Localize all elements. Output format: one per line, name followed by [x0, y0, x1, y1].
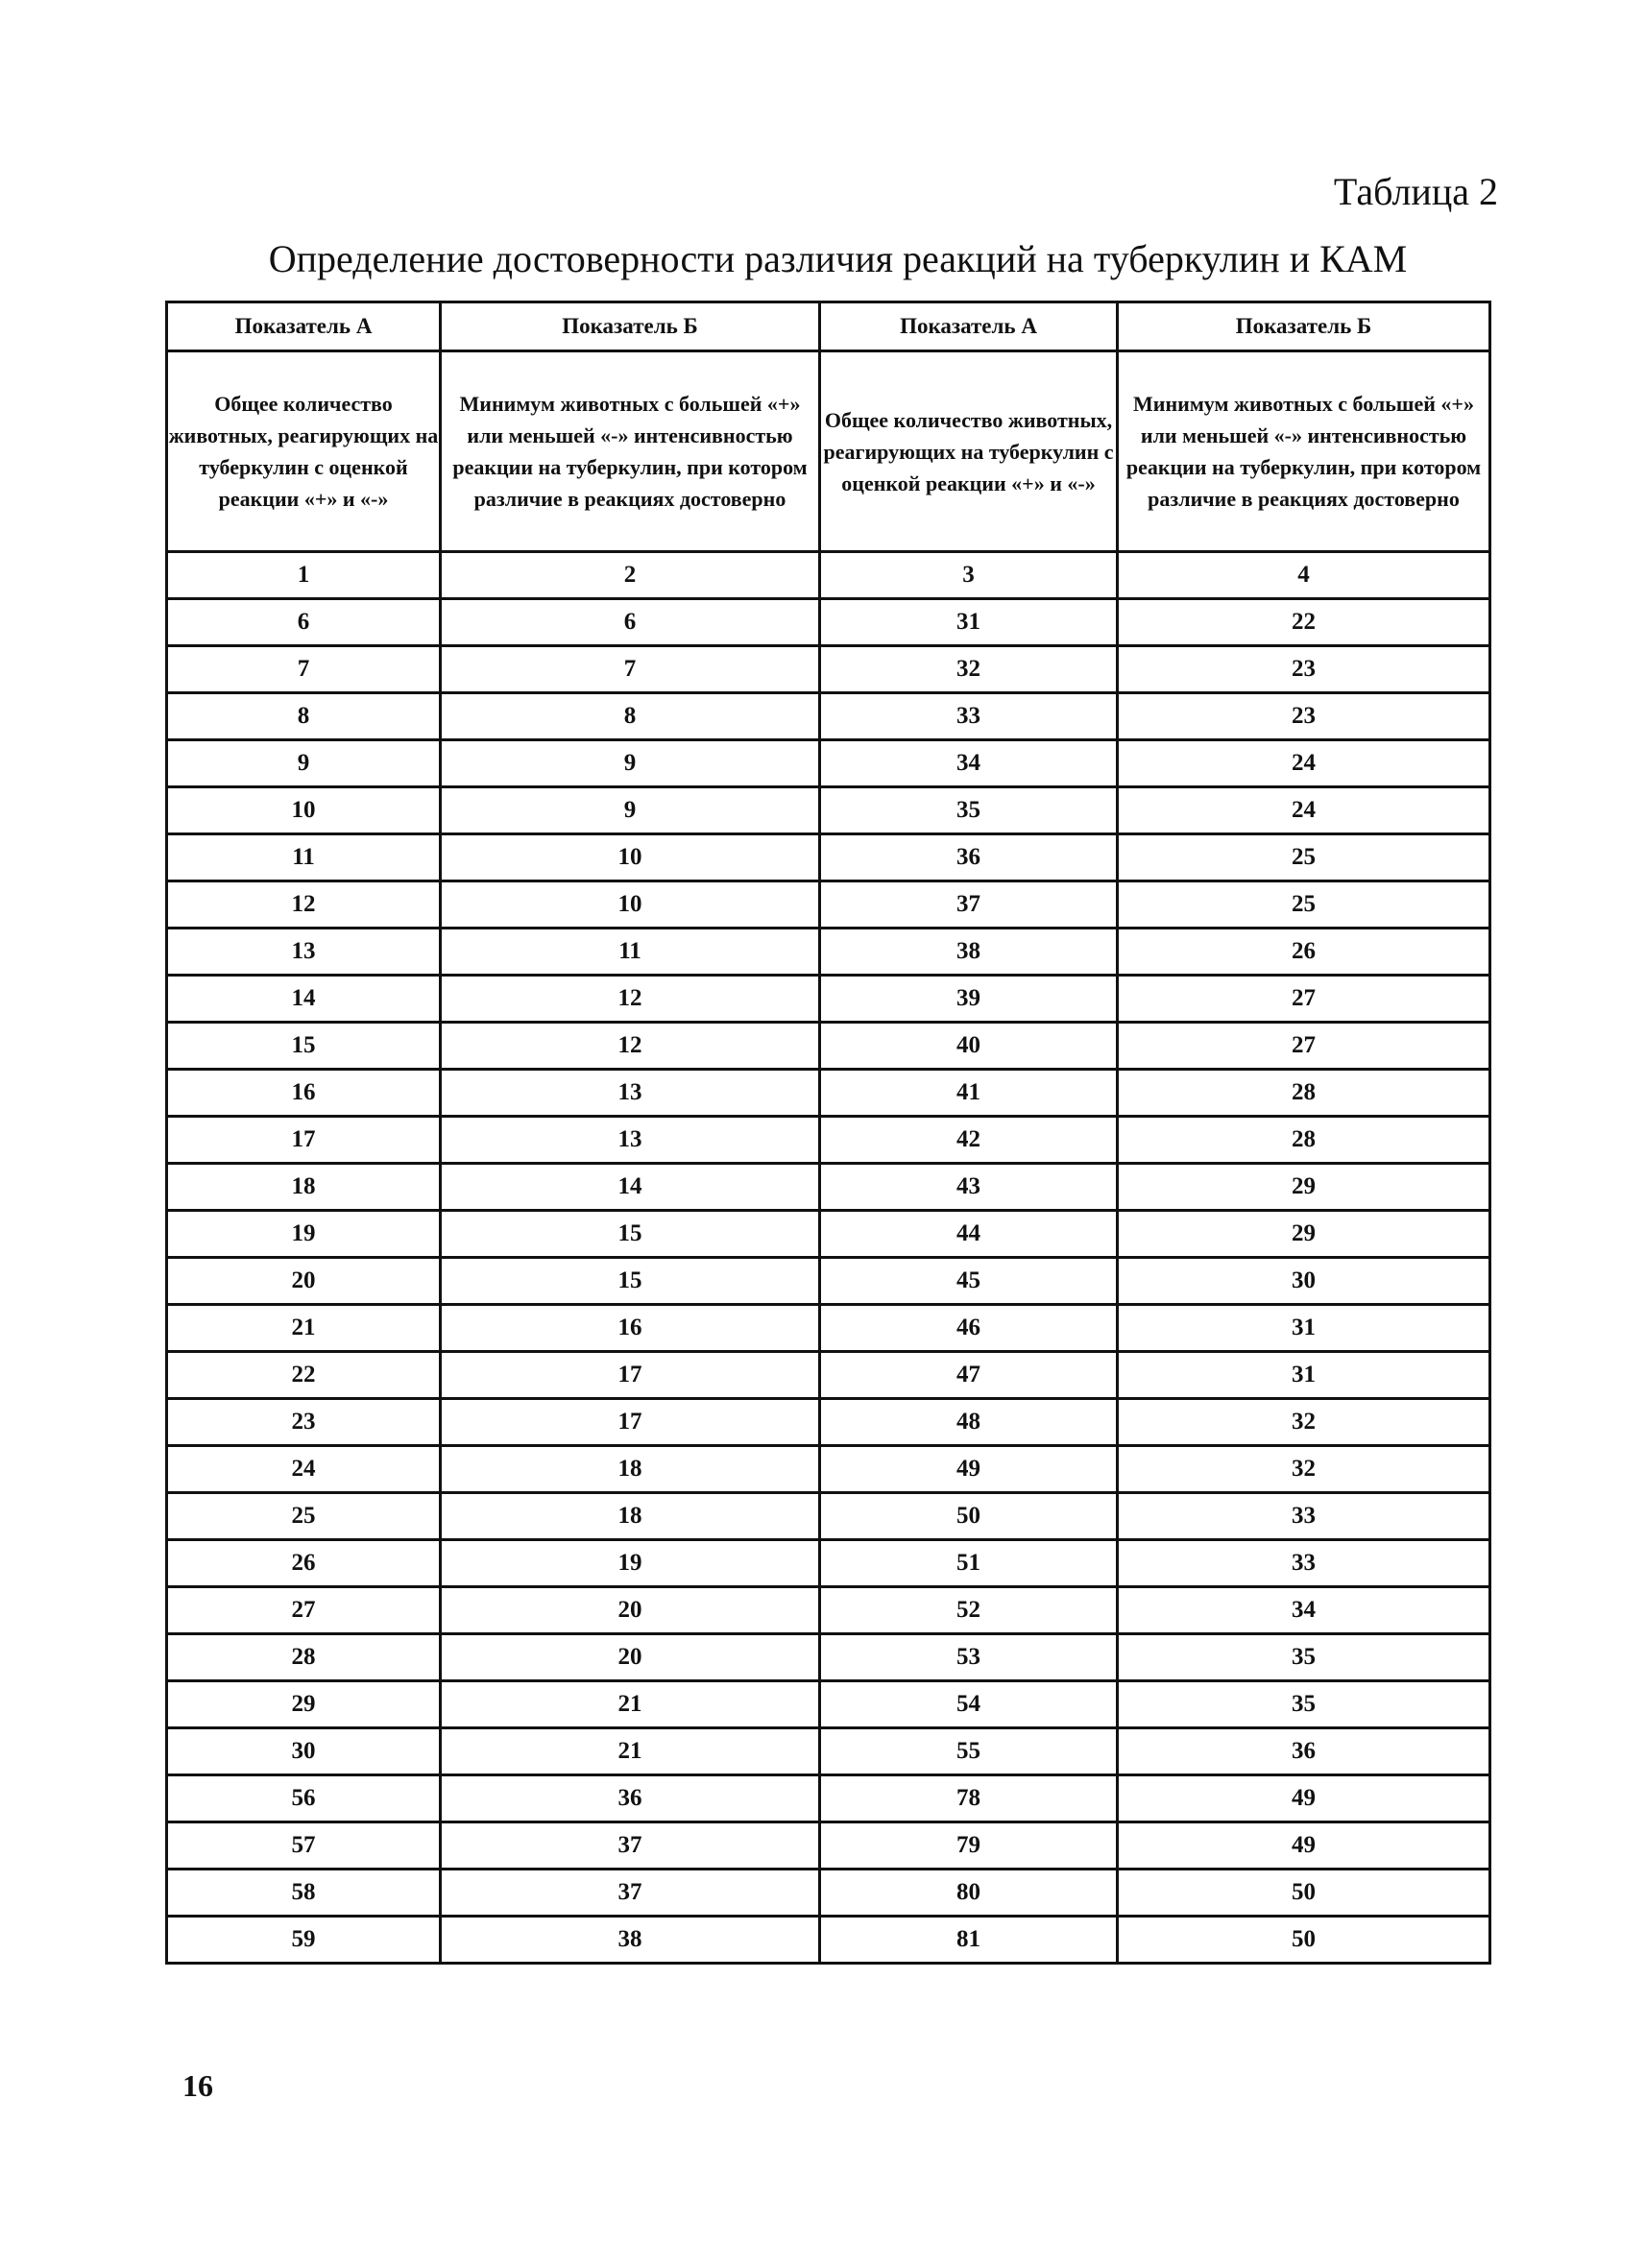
table-cell: 28	[1118, 1070, 1490, 1117]
table-cell: 20	[167, 1258, 441, 1305]
table-cell: 10	[441, 881, 820, 929]
table-cell: 18	[167, 1164, 441, 1211]
table-cell: 51	[820, 1540, 1118, 1587]
column-number-row	[167, 552, 1490, 599]
table-cell: 57	[167, 1822, 441, 1870]
table-cell: 15	[441, 1211, 820, 1258]
table-cell: 38	[820, 929, 1118, 976]
table-cell: 29	[1118, 1211, 1490, 1258]
table-row	[167, 1634, 1490, 1681]
header-cell: Показатель А	[820, 302, 1118, 351]
table-cell: 14	[167, 976, 441, 1023]
table-row	[167, 1728, 1490, 1775]
table-cell: 13	[167, 929, 441, 976]
table-row	[167, 646, 1490, 693]
table-cell: 14	[441, 1164, 820, 1211]
description-cell: Минимум животных с большей «+» или меньшей «-» интенсивностью реакции на туберкулин, при котором различие в реакциях достоверно	[1118, 351, 1490, 552]
table-row	[167, 1870, 1490, 1917]
table-cell: 13	[441, 1070, 820, 1117]
table-cell: 23	[167, 1399, 441, 1446]
table-cell: 11	[167, 834, 441, 881]
table-cell: 39	[820, 976, 1118, 1023]
table-cell: 23	[1118, 646, 1490, 693]
table-cell: 26	[167, 1540, 441, 1587]
table-cell: 25	[1118, 834, 1490, 881]
table-cell: 17	[167, 1117, 441, 1164]
table-cell: 54	[820, 1681, 1118, 1728]
table-cell: 24	[167, 1446, 441, 1493]
table-row	[167, 1352, 1490, 1399]
table-cell: 52	[820, 1587, 1118, 1634]
table-cell: 24	[1118, 787, 1490, 834]
table-cell: 11	[441, 929, 820, 976]
table-row	[167, 1587, 1490, 1634]
table-cell: 20	[441, 1587, 820, 1634]
description-row	[167, 351, 1490, 552]
table-cell: 80	[820, 1870, 1118, 1917]
table-cell: 16	[167, 1070, 441, 1117]
table-cell: 50	[820, 1493, 1118, 1540]
column-number-cell: 4	[1118, 552, 1490, 599]
table-cell: 22	[167, 1352, 441, 1399]
table-cell: 42	[820, 1117, 1118, 1164]
header-cell: Показатель Б	[1118, 302, 1490, 351]
table-cell: 36	[820, 834, 1118, 881]
table-cell: 35	[1118, 1634, 1490, 1681]
table-row	[167, 787, 1490, 834]
table-cell: 23	[1118, 693, 1490, 740]
table-cell: 18	[441, 1493, 820, 1540]
table-cell: 47	[820, 1352, 1118, 1399]
table-row	[167, 740, 1490, 787]
table-cell: 19	[441, 1540, 820, 1587]
table-cell: 38	[441, 1917, 820, 1964]
table-row	[167, 1540, 1490, 1587]
header-cell: Показатель А	[167, 302, 441, 351]
table-cell: 48	[820, 1399, 1118, 1446]
table-cell: 43	[820, 1164, 1118, 1211]
table-cell: 35	[820, 787, 1118, 834]
table-cell: 79	[820, 1822, 1118, 1870]
table-cell: 12	[441, 1023, 820, 1070]
table-cell: 12	[441, 976, 820, 1023]
table-cell: 28	[1118, 1117, 1490, 1164]
table-cell: 9	[167, 740, 441, 787]
table-cell: 50	[1118, 1870, 1490, 1917]
table-cell: 36	[1118, 1728, 1490, 1775]
table-cell: 36	[441, 1775, 820, 1822]
table-row	[167, 1258, 1490, 1305]
table-row	[167, 1023, 1490, 1070]
table-row	[167, 1681, 1490, 1728]
table-cell: 32	[1118, 1446, 1490, 1493]
description-cell: Общее количество животных, реагирующих на туберкулин с оценкой реакции «+» и «-»	[167, 351, 441, 552]
table-cell: 9	[441, 787, 820, 834]
header-cell: Показатель Б	[441, 302, 820, 351]
table-cell: 31	[1118, 1305, 1490, 1352]
table-cell: 21	[167, 1305, 441, 1352]
table-cell: 17	[441, 1352, 820, 1399]
table-cell: 29	[167, 1681, 441, 1728]
column-number-cell: 2	[441, 552, 820, 599]
table-cell: 46	[820, 1305, 1118, 1352]
table-title: Определение достоверности различия реакций на туберкулин и КАМ	[268, 237, 1408, 280]
table-cell: 28	[167, 1634, 441, 1681]
table-cell: 53	[820, 1634, 1118, 1681]
table-cell: 35	[1118, 1681, 1490, 1728]
table-row	[167, 1211, 1490, 1258]
table-cell: 20	[441, 1634, 820, 1681]
table-cell: 21	[441, 1681, 820, 1728]
table-cell: 26	[1118, 929, 1490, 976]
table-cell: 55	[820, 1728, 1118, 1775]
table-row	[167, 834, 1490, 881]
table-body	[167, 599, 1490, 1964]
table-cell: 9	[441, 740, 820, 787]
table-cell: 13	[441, 1117, 820, 1164]
table-cell: 27	[167, 1587, 441, 1634]
table-cell: 22	[1118, 599, 1490, 646]
table-cell: 29	[1118, 1164, 1490, 1211]
table-cell: 24	[1118, 740, 1490, 787]
table-row	[167, 1164, 1490, 1211]
table-cell: 7	[441, 646, 820, 693]
table-cell: 49	[1118, 1822, 1490, 1870]
table-row	[167, 599, 1490, 646]
table-row	[167, 1917, 1490, 1964]
table-cell: 50	[1118, 1917, 1490, 1964]
table-cell: 45	[820, 1258, 1118, 1305]
table-cell: 27	[1118, 976, 1490, 1023]
table-cell: 18	[441, 1446, 820, 1493]
table-cell: 17	[441, 1399, 820, 1446]
table-cell: 10	[167, 787, 441, 834]
table-cell: 58	[167, 1870, 441, 1917]
table-cell: 25	[167, 1493, 441, 1540]
column-number-cell: 3	[820, 552, 1118, 599]
table-row	[167, 1117, 1490, 1164]
table-cell: 16	[441, 1305, 820, 1352]
table-row	[167, 1822, 1490, 1870]
column-number-cell: 1	[167, 552, 441, 599]
table-row	[167, 1446, 1490, 1493]
table-cell: 12	[167, 881, 441, 929]
table-cell: 81	[820, 1917, 1118, 1964]
table-cell: 44	[820, 1211, 1118, 1258]
table-cell: 33	[820, 693, 1118, 740]
table-cell: 7	[167, 646, 441, 693]
table-cell: 30	[1118, 1258, 1490, 1305]
table-cell: 56	[167, 1775, 441, 1822]
table-row	[167, 1070, 1490, 1117]
table-row	[167, 1775, 1490, 1822]
table-cell: 19	[167, 1211, 441, 1258]
table-cell: 33	[1118, 1493, 1490, 1540]
table-cell: 34	[820, 740, 1118, 787]
table-row	[167, 1399, 1490, 1446]
table-cell: 49	[1118, 1775, 1490, 1822]
table-cell: 8	[441, 693, 820, 740]
table-cell: 40	[820, 1023, 1118, 1070]
description-cell: Минимум животных с большей «+» или меньшей «-» интенсивностью реакции на туберкулин, при котором различие в реакциях достоверно	[441, 351, 820, 552]
table-cell: 37	[441, 1822, 820, 1870]
table-cell: 59	[167, 1917, 441, 1964]
table-cell: 15	[441, 1258, 820, 1305]
description-cell: Общее количество животных, реагирующих на туберкулин с оценкой реакции «+» и «-»	[820, 351, 1118, 552]
header-row	[167, 302, 1490, 351]
table-cell: 21	[441, 1728, 820, 1775]
table-cell: 34	[1118, 1587, 1490, 1634]
table-cell: 27	[1118, 1023, 1490, 1070]
table-cell: 33	[1118, 1540, 1490, 1587]
table-cell: 37	[441, 1870, 820, 1917]
table-cell: 6	[167, 599, 441, 646]
table-cell: 78	[820, 1775, 1118, 1822]
table-row	[167, 693, 1490, 740]
table-cell: 31	[820, 599, 1118, 646]
table-cell: 41	[820, 1070, 1118, 1117]
table-cell: 6	[441, 599, 820, 646]
table-cell: 10	[441, 834, 820, 881]
table-cell: 15	[167, 1023, 441, 1070]
table-row	[167, 1305, 1490, 1352]
table-cell: 8	[167, 693, 441, 740]
table-cell: 49	[820, 1446, 1118, 1493]
table-row	[167, 929, 1490, 976]
table-cell: 30	[167, 1728, 441, 1775]
table-row	[167, 976, 1490, 1023]
table-label: Таблица 2	[1333, 170, 1498, 213]
table-cell: 37	[820, 881, 1118, 929]
page-number: 16	[182, 2068, 213, 2103]
data-table	[165, 301, 1491, 1965]
table-row	[167, 1493, 1490, 1540]
table-cell: 32	[820, 646, 1118, 693]
table-row	[167, 881, 1490, 929]
table-cell: 25	[1118, 881, 1490, 929]
table-cell: 31	[1118, 1352, 1490, 1399]
table-cell: 32	[1118, 1399, 1490, 1446]
